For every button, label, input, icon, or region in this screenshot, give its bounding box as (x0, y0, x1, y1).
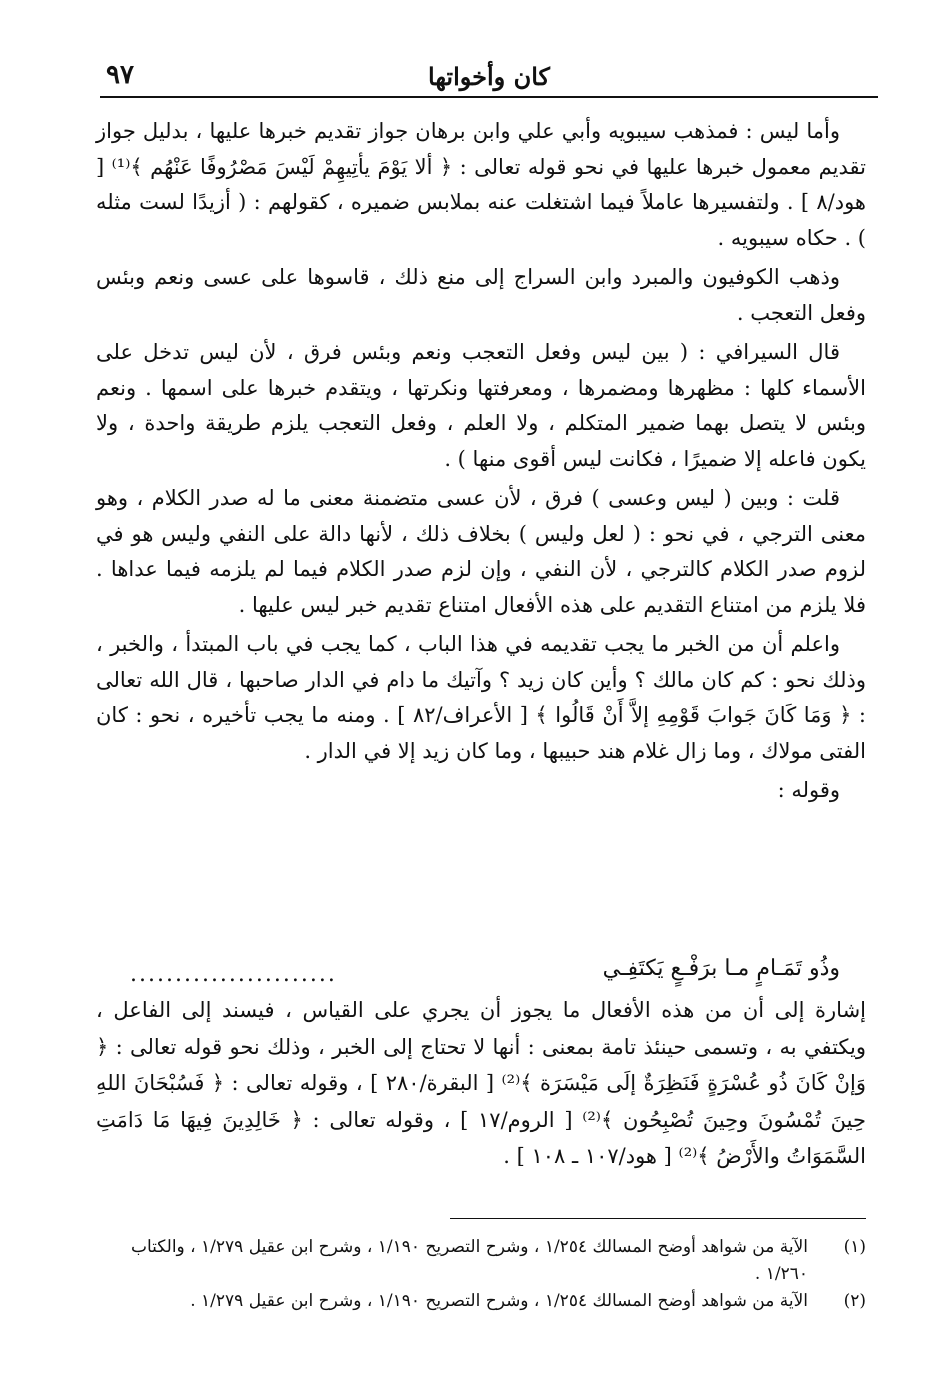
footnote-number: (٢) (843, 1291, 866, 1311)
footnote (96, 1288, 866, 1315)
verse-hemistich-right: وذُو تَمَـامٍ مـا برَفْـعٍ يَكتَفِـي (602, 956, 840, 981)
page-header (100, 56, 878, 98)
verse-hemistich-left: ....................... (130, 962, 337, 987)
footnote-text: الآية من شواهد أوضح المسالك ١/٢٥٤ ، وشرح التصريح ١/١٩٠ ، وشرح ابن عقيل ١/٢٧٩ . (190, 1291, 808, 1311)
footnote-separator (450, 1218, 866, 1219)
poetry-verse (120, 950, 840, 990)
footnote (96, 1234, 866, 1288)
main-text-continued (96, 992, 866, 1175)
main-text (96, 114, 866, 813)
footnote-number: (١) (843, 1237, 866, 1257)
paragraph: واعلم أن من الخبر ما يجب تقديمه في هذا الباب ، كما يجب في باب المبتدأ ، والخبر ، وذلك نحو : كم كان مالك ؟ وأين كان زيد ؟ وآتيك ما دام في الدار صاحبها ، قال الله تعالى : ﴿ وَمَا كَانَ جَوابَ قَوْمِهِ إلاَّ أَنْ قَالُوا ﴾ [ الأعراف/٨٢ ] . ومنه ما يجب تأخيره ، نحو : كان الفتى مولاك ، وما زال غلام هند حبيبها ، وما كان زيد إلا في الدار . (96, 632, 866, 763)
paragraph: وقوله : (777, 778, 840, 802)
running-title: كان وأخواتها (428, 62, 550, 91)
page-number: ٩٧ (106, 60, 134, 90)
paragraph: قال السيرافي : ( بين ليس وفعل التعجب ونعم وبئس فرق ، لأن ليس تدخل على الأسماء كلها : مظهرها ومضمرها ، ومعرفتها ونكرتها ، ويتقدم خبرها على اسمها . ونعم وبئس لا يتصل بهما ضمير المتكلم ، ولا العلم ، وفعل التعجب يلزم طريقة واحدة ، ولا يكون فاعله إلا ضميرًا ، فكانت ليس أقوى منها ) . (96, 340, 866, 471)
paragraph: قلت : وبين ( ليس وعسى ) فرق ، لأن عسى متضمنة معنى ما له صدر الكلام ، وهو معنى الترجي ، في نحو : ( لعل وليس ) بخلاف ذلك ، لأنها دالة على النفي وليس هو في لزوم صدر الكلام كالترجي ، لأن النفي ، وإن لزم صدر الكلام فيما لم يلزمه فيما عداها . فلا يلزم من امتناع التقديم على هذه الأفعال امتناع تقديم خبر ليس عليها . (96, 486, 866, 617)
paragraph: وأما ليس : فمذهب سيبويه وأبي علي وابن برهان جواز تقديم خبرها عليها ، بدليل جواز تقديم معمول خبرها عليها في نحو قوله تعالى : ﴿ ألا يَوْمَ يأتِيهِمْ لَيْسَ مَصْرُوفًا عَنْهُم ﴾⁽¹⁾ [ هود/٨ ] . ولتفسيرها عاملاً فيما اشتغلت عنه بملابس ضميره ، كقولهم : ( أزيدًا لست مثله ) . حكاه سيبويه . (96, 119, 866, 250)
footnote-text: الآية من شواهد أوضح المسالك ١/٢٥٤ ، وشرح التصريح ١/١٩٠ ، وشرح ابن عقيل ١/٢٧٩ ، والكتاب ١/٢٦٠ . (130, 1237, 808, 1284)
paragraph: وذهب الكوفيون والمبرد وابن السراج إلى منع ذلك ، قاسوها على عسى ونعم وبئس وفعل التعجب . (96, 265, 866, 325)
paragraph: إشارة إلى أن من هذه الأفعال ما يجوز أن يجري على القياس ، فيسند إلى الفاعل ، ويكتفي به ، وتسمى حينئذ تامة بمعنى : أنها لا تحتاج إلى الخبر ، وذلك نحو قوله تعالى : ﴿ وَإنْ كَانَ ذُو عُسْرَةٍ فَنَظِرَةٌ إلَى مَيْسَرَة ﴾⁽²⁾ [ البقرة/٢٨٠ ] ، وقوله تعالى : ﴿ فَسُبْحَانَ اللهِ حِينَ تُمْسُونَ وحِينَ تُصْبِحُون ﴾⁽²⁾ [ الروم/١٧ ] ، وقوله تعالى : ﴿ خَالِدِينَ فِيهَا مَا دَامَتِ السَّمَوَاتُ والأَرْضُ ﴾⁽²⁾ [ هود/١٠٧ ـ ١٠٨ ] . (96, 998, 867, 1168)
footnotes (96, 1234, 866, 1315)
